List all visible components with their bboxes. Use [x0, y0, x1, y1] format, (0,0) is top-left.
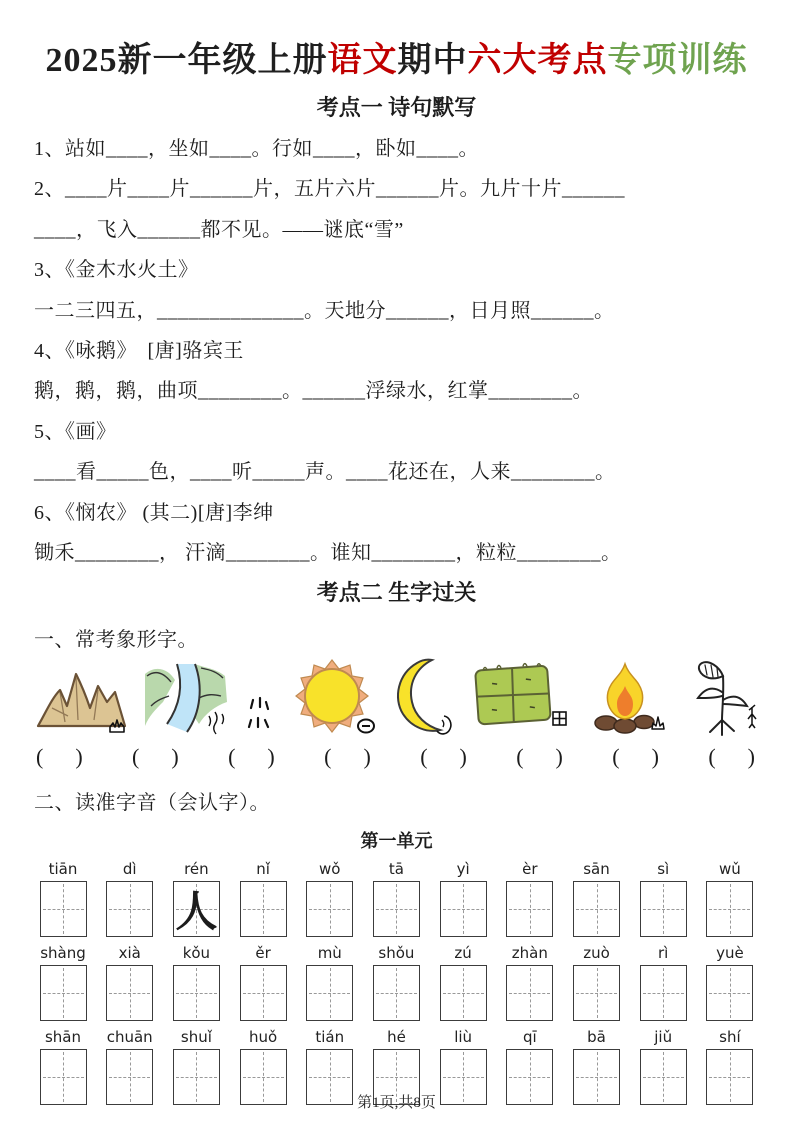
title-segment: 专项训练	[607, 42, 748, 79]
pinyin-label: xià	[118, 944, 141, 963]
sun-pictograph-icon	[287, 658, 377, 736]
character-writing-box[interactable]	[173, 881, 220, 937]
pinyin-label: èr	[522, 860, 538, 879]
pinyin-label: zú	[454, 944, 472, 963]
pinyin-row	[34, 944, 759, 1021]
pinyin-cell	[434, 944, 492, 1021]
title-segment: 期中	[397, 42, 468, 79]
worksheet-line: 4、《咏鹅》 [唐]骆宾王	[34, 339, 244, 362]
title-segment: 2025新一年级上册	[45, 42, 328, 79]
field-pictograph-icon	[469, 660, 569, 736]
pinyin-cell	[501, 944, 559, 1021]
worksheet-line: 一二三四五，______________。天地分______，日月照______。	[34, 299, 615, 322]
character-writing-box[interactable]	[706, 965, 753, 1021]
pinyin-label: qī	[522, 1028, 537, 1047]
pinyin-cell	[101, 860, 159, 937]
pinyin-cell	[634, 860, 692, 937]
worksheet-line: ____看_____色，____听_____声。____花还在，人来________。	[34, 461, 616, 484]
character-writing-box[interactable]	[640, 881, 687, 937]
section2-heading: 考点二 生字过关	[316, 580, 477, 606]
pinyin-cell	[234, 860, 292, 937]
raindrops-pictograph-icon	[244, 694, 274, 736]
unit-heading: 第一单元	[360, 831, 433, 852]
pinyin-cell	[301, 860, 359, 937]
pinyin-label: tián	[315, 1028, 345, 1047]
pinyin-label: zhàn	[511, 944, 548, 963]
page-footer: 第1页,共8页	[357, 1095, 436, 1111]
answer-paren-slot[interactable]: ( )	[612, 744, 661, 770]
pinyin-label: liù	[454, 1028, 473, 1047]
fire-pictograph-icon	[582, 660, 670, 736]
pinyin-label: zuò	[583, 944, 610, 963]
pinyin-label: kǒu	[182, 944, 211, 963]
answer-paren-slot[interactable]: ( )	[228, 744, 277, 770]
river-pictograph-icon	[143, 662, 231, 736]
pinyin-label: nǐ	[256, 860, 270, 879]
character-writing-box[interactable]	[373, 965, 420, 1021]
answer-paren-slot[interactable]: ( )	[708, 744, 757, 770]
character-writing-box[interactable]	[506, 965, 553, 1021]
character-writing-box[interactable]	[40, 881, 87, 937]
pinyin-label: rì	[658, 944, 669, 963]
character-writing-box[interactable]	[106, 881, 153, 937]
pinyin-cell	[301, 944, 359, 1021]
section1-heading: 考点一 诗句默写	[316, 95, 477, 120]
worksheet-line: 5、《画》	[34, 420, 117, 443]
pinyin-grid	[34, 860, 759, 1105]
pinyin-label: jiǔ	[654, 1028, 673, 1047]
character-writing-box[interactable]	[240, 965, 287, 1021]
pinyin-label: shàng	[40, 944, 86, 963]
pinyin-cell	[701, 944, 759, 1021]
mountain-pictograph-icon	[34, 664, 130, 736]
pinyin-cell	[568, 860, 626, 937]
pinyin-label: wǔ	[718, 860, 741, 879]
pictograph-instruction: 一、常考象形字。	[34, 629, 198, 652]
pinyin-label: shí	[719, 1028, 741, 1047]
pinyin-cell	[501, 860, 559, 937]
pinyin-label: chuān	[106, 1028, 153, 1047]
worksheet-line: 6、《悯农》 (其二)[唐]李绅	[34, 501, 274, 524]
pictograph-row	[34, 656, 759, 736]
pinyin-label: sān	[583, 860, 610, 879]
pinyin-label: yì	[456, 860, 470, 879]
character-writing-box[interactable]	[173, 965, 220, 1021]
pinyin-label: shān	[44, 1028, 82, 1047]
pinyin-row	[34, 860, 759, 937]
pinyin-label: dì	[122, 860, 137, 879]
title-segment: 语文	[327, 42, 398, 79]
pinyin-label: mù	[317, 944, 342, 963]
pinyin-cell	[167, 944, 225, 1021]
character-writing-box[interactable]	[40, 965, 87, 1021]
worksheet-line: 2、____片____片______片，五片六片______片。九片十片______	[34, 178, 625, 201]
example-character: 人	[175, 890, 218, 937]
pinyin-cell	[101, 944, 159, 1021]
pinyin-label: ěr	[255, 944, 271, 963]
worksheet-line: 3、《金木水火土》	[34, 259, 199, 282]
pinyin-label: hé	[387, 1028, 406, 1047]
pinyin-label: sì	[657, 860, 670, 879]
moon-pictograph-icon	[390, 656, 456, 736]
pinyin-label: yuè	[716, 944, 744, 963]
answer-paren-row	[36, 744, 757, 770]
pinyin-label: tiān	[48, 860, 78, 879]
character-writing-box[interactable]	[640, 965, 687, 1021]
character-writing-box[interactable]	[506, 881, 553, 937]
pinyin-cell	[634, 944, 692, 1021]
character-writing-box[interactable]	[706, 881, 753, 937]
character-writing-box[interactable]	[440, 881, 487, 937]
pinyin-label: bā	[587, 1028, 606, 1047]
pinyin-label: huǒ	[248, 1028, 278, 1047]
worksheet-line: ____，飞入______都不见。——谜底“雪”	[34, 218, 404, 241]
pinyin-cell	[434, 860, 492, 937]
character-writing-box[interactable]	[240, 881, 287, 937]
pinyin-cell	[34, 944, 92, 1021]
pinyin-label: shǒu	[378, 944, 415, 963]
pinyin-cell	[234, 944, 292, 1021]
character-writing-box[interactable]	[373, 881, 420, 937]
answer-paren-slot[interactable]: ( )	[36, 744, 85, 770]
answer-paren-slot[interactable]: ( )	[516, 744, 565, 770]
pinyin-label: wǒ	[319, 860, 341, 879]
character-writing-box[interactable]	[306, 881, 353, 937]
character-writing-box[interactable]	[440, 965, 487, 1021]
title-segment: 六大考点	[467, 42, 608, 79]
worksheet-line: 1、站如____，坐如____。行如____，卧如____。	[34, 138, 479, 160]
character-writing-box[interactable]	[306, 965, 353, 1021]
answer-paren-slot[interactable]: ( )	[132, 744, 181, 770]
pinyin-cell	[167, 860, 225, 937]
pinyin-label: rén	[184, 860, 209, 879]
answer-paren-slot[interactable]: ( )	[420, 744, 469, 770]
pinyin-label: tā	[388, 860, 404, 879]
seedling-pictograph-icon	[683, 656, 759, 736]
pinyin-cell	[367, 944, 425, 1021]
character-writing-box[interactable]	[573, 881, 620, 937]
answer-paren-slot[interactable]: ( )	[324, 744, 373, 770]
pinyin-cell	[34, 860, 92, 937]
character-writing-box[interactable]	[573, 965, 620, 1021]
character-writing-box[interactable]	[106, 965, 153, 1021]
page-title	[34, 32, 759, 81]
pinyin-label: shuǐ	[180, 1028, 212, 1047]
pinyin-cell	[367, 860, 425, 937]
worksheet-line: 鹅，鹅，鹅，曲项________。______浮绿水，红掌________。	[34, 380, 593, 403]
pinyin-cell	[568, 944, 626, 1021]
pinyin-instruction: 二、读准字音（会认字）。	[34, 792, 270, 815]
worksheet-line: 锄禾________， 汗滴________。谁知________，粒粒________。	[34, 541, 622, 564]
pinyin-cell	[701, 860, 759, 937]
